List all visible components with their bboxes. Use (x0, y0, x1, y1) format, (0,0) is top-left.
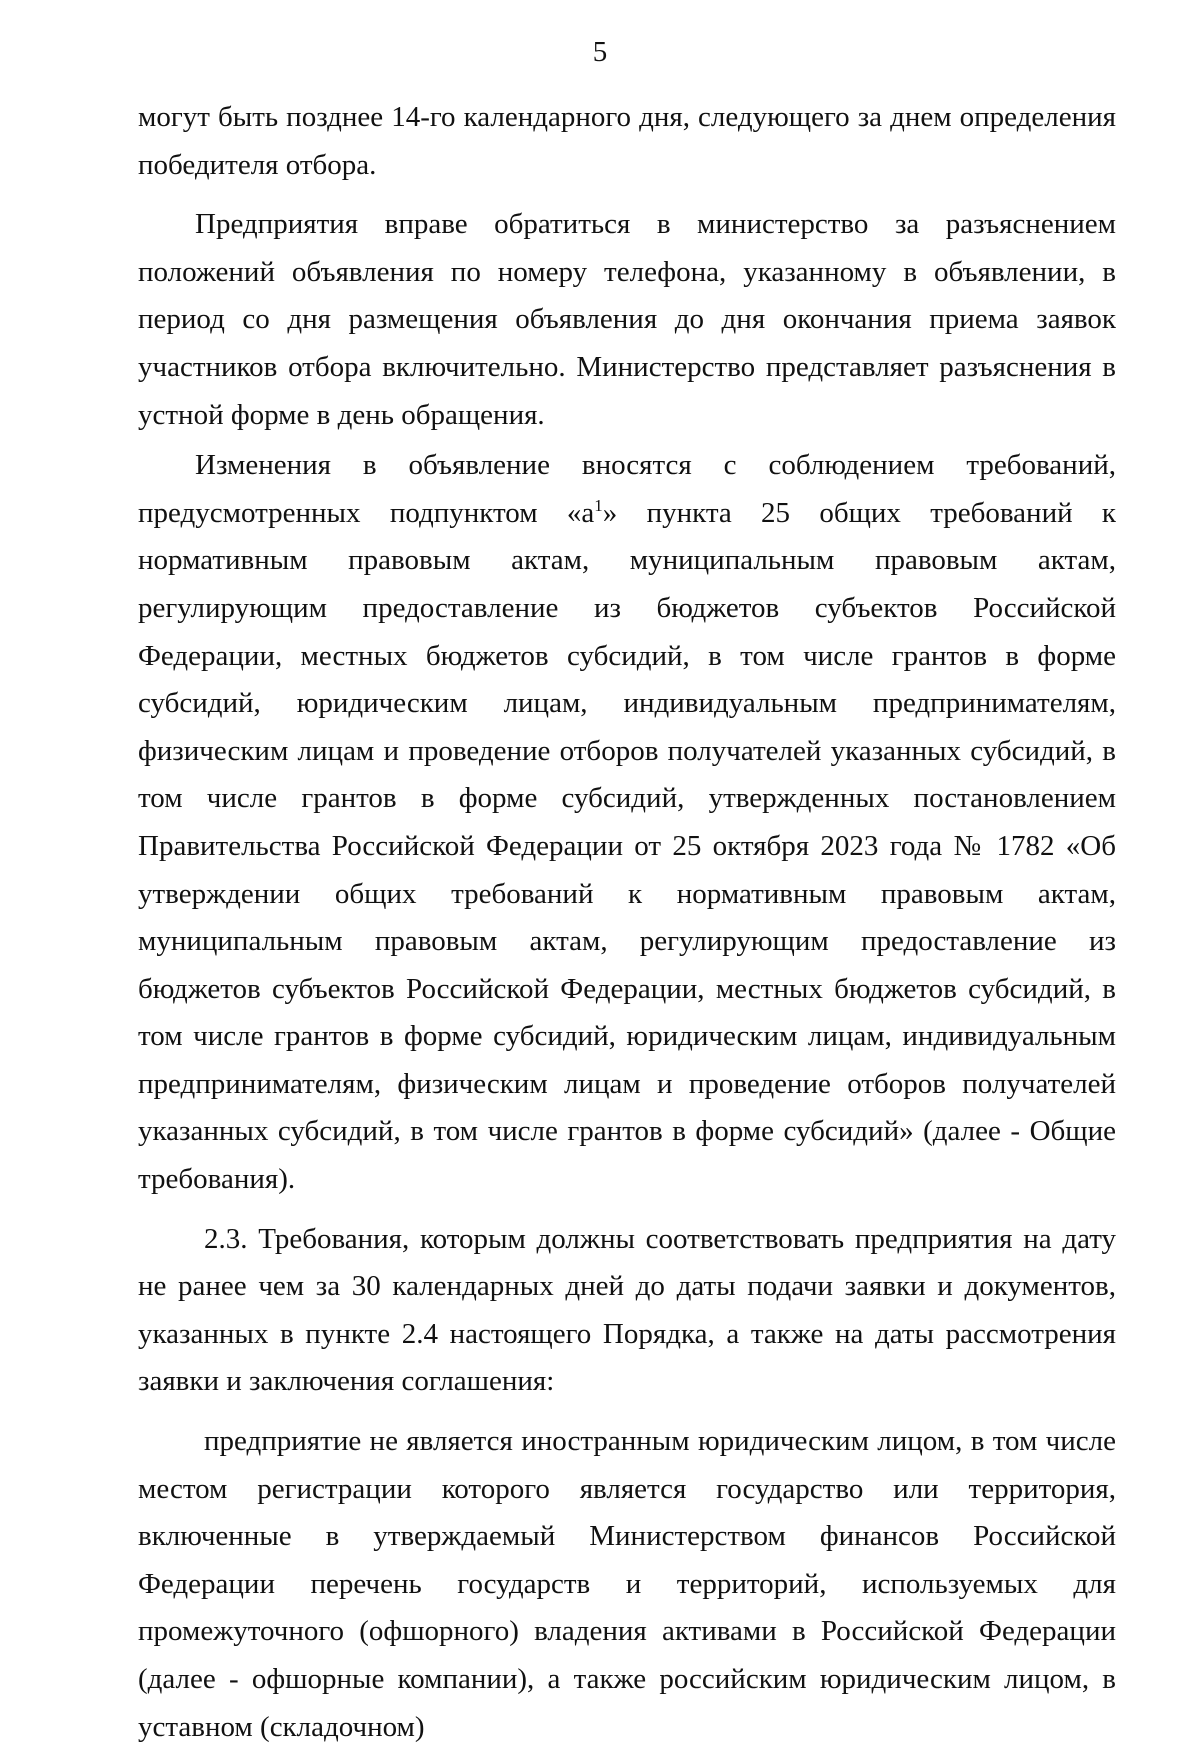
page-number: 5 (592, 36, 608, 68)
paragraph-offshore-requirement: предприятие не является иностранным юридическим лицом, в том числе местом регистрации которого является государство или территория, включенные в утверждаемый Министерством финансов Российской Федерации перечень государств и территорий, используемых для промежуточного (офшорного) владения активами в Российской Федерации (далее - офшорные компании), а также российским юридическим лицом, в уставном (складочном) (138, 1425, 1116, 1743)
document-body (138, 94, 1116, 1751)
paragraph-continuation: могут быть позднее 14-го календарного дня, следующего за днем определения победителя отбора. (138, 101, 1116, 181)
amendments-text-start: Изменения в объявление вносятся с соблюдением требований, предусмотренных подпунктом «а (138, 449, 1116, 529)
paragraph-clarification: Предприятия вправе обратиться в министерство за разъяснением положений объявления по номеру телефона, указанному в объявлении, в период со дня размещения объявления до дня окончания приема заявок участников отбора включительно. Министерство представляет разъяснения в устной форме в день обращения. (138, 208, 1116, 431)
paragraph-amendments (138, 442, 1116, 1204)
paragraph-requirements-heading: 2.3. Требования, которым должны соответствовать предприятия на дату не ранее чем за 30 календарных дней до даты подачи заявки и документов, указанных в пункте 2.4 настоящего Порядка, а также на даты рассмотрения заявки и заключения соглашения: (138, 1222, 1116, 1398)
superscript-one: 1 (594, 495, 603, 515)
amendments-text-end: » пункта 25 общих требований к нормативным правовым актам, муниципальным правовым актам, регулирующим предоставление из бюджетов субъектов Российской Федерации, местных бюджетов субсидий, в том числе грантов в форме субсидий, юридическим лицам, индивидуальным предпринимателям, физическим лицам и проведение отборов получателей указанных субсидий, в том числе грантов в форме субсидий, утвержденных постановлением Правительства Российской Федерации от 25 октября 2023 года № 1782 «Об утверждении общих требований к нормативным правовым актам, муниципальным правовым актам, регулирующим предоставление из бюджетов субъектов Российской Федерации, местных бюджетов субсидий, в том числе грантов в форме субсидий, юридическим лицам, индивидуальным предпринимателям, физическим лицам и проведение отборов получателей указанных субсидий, в том числе грантов в форме субсидий» (далее - Общие требования). (138, 496, 1116, 1196)
